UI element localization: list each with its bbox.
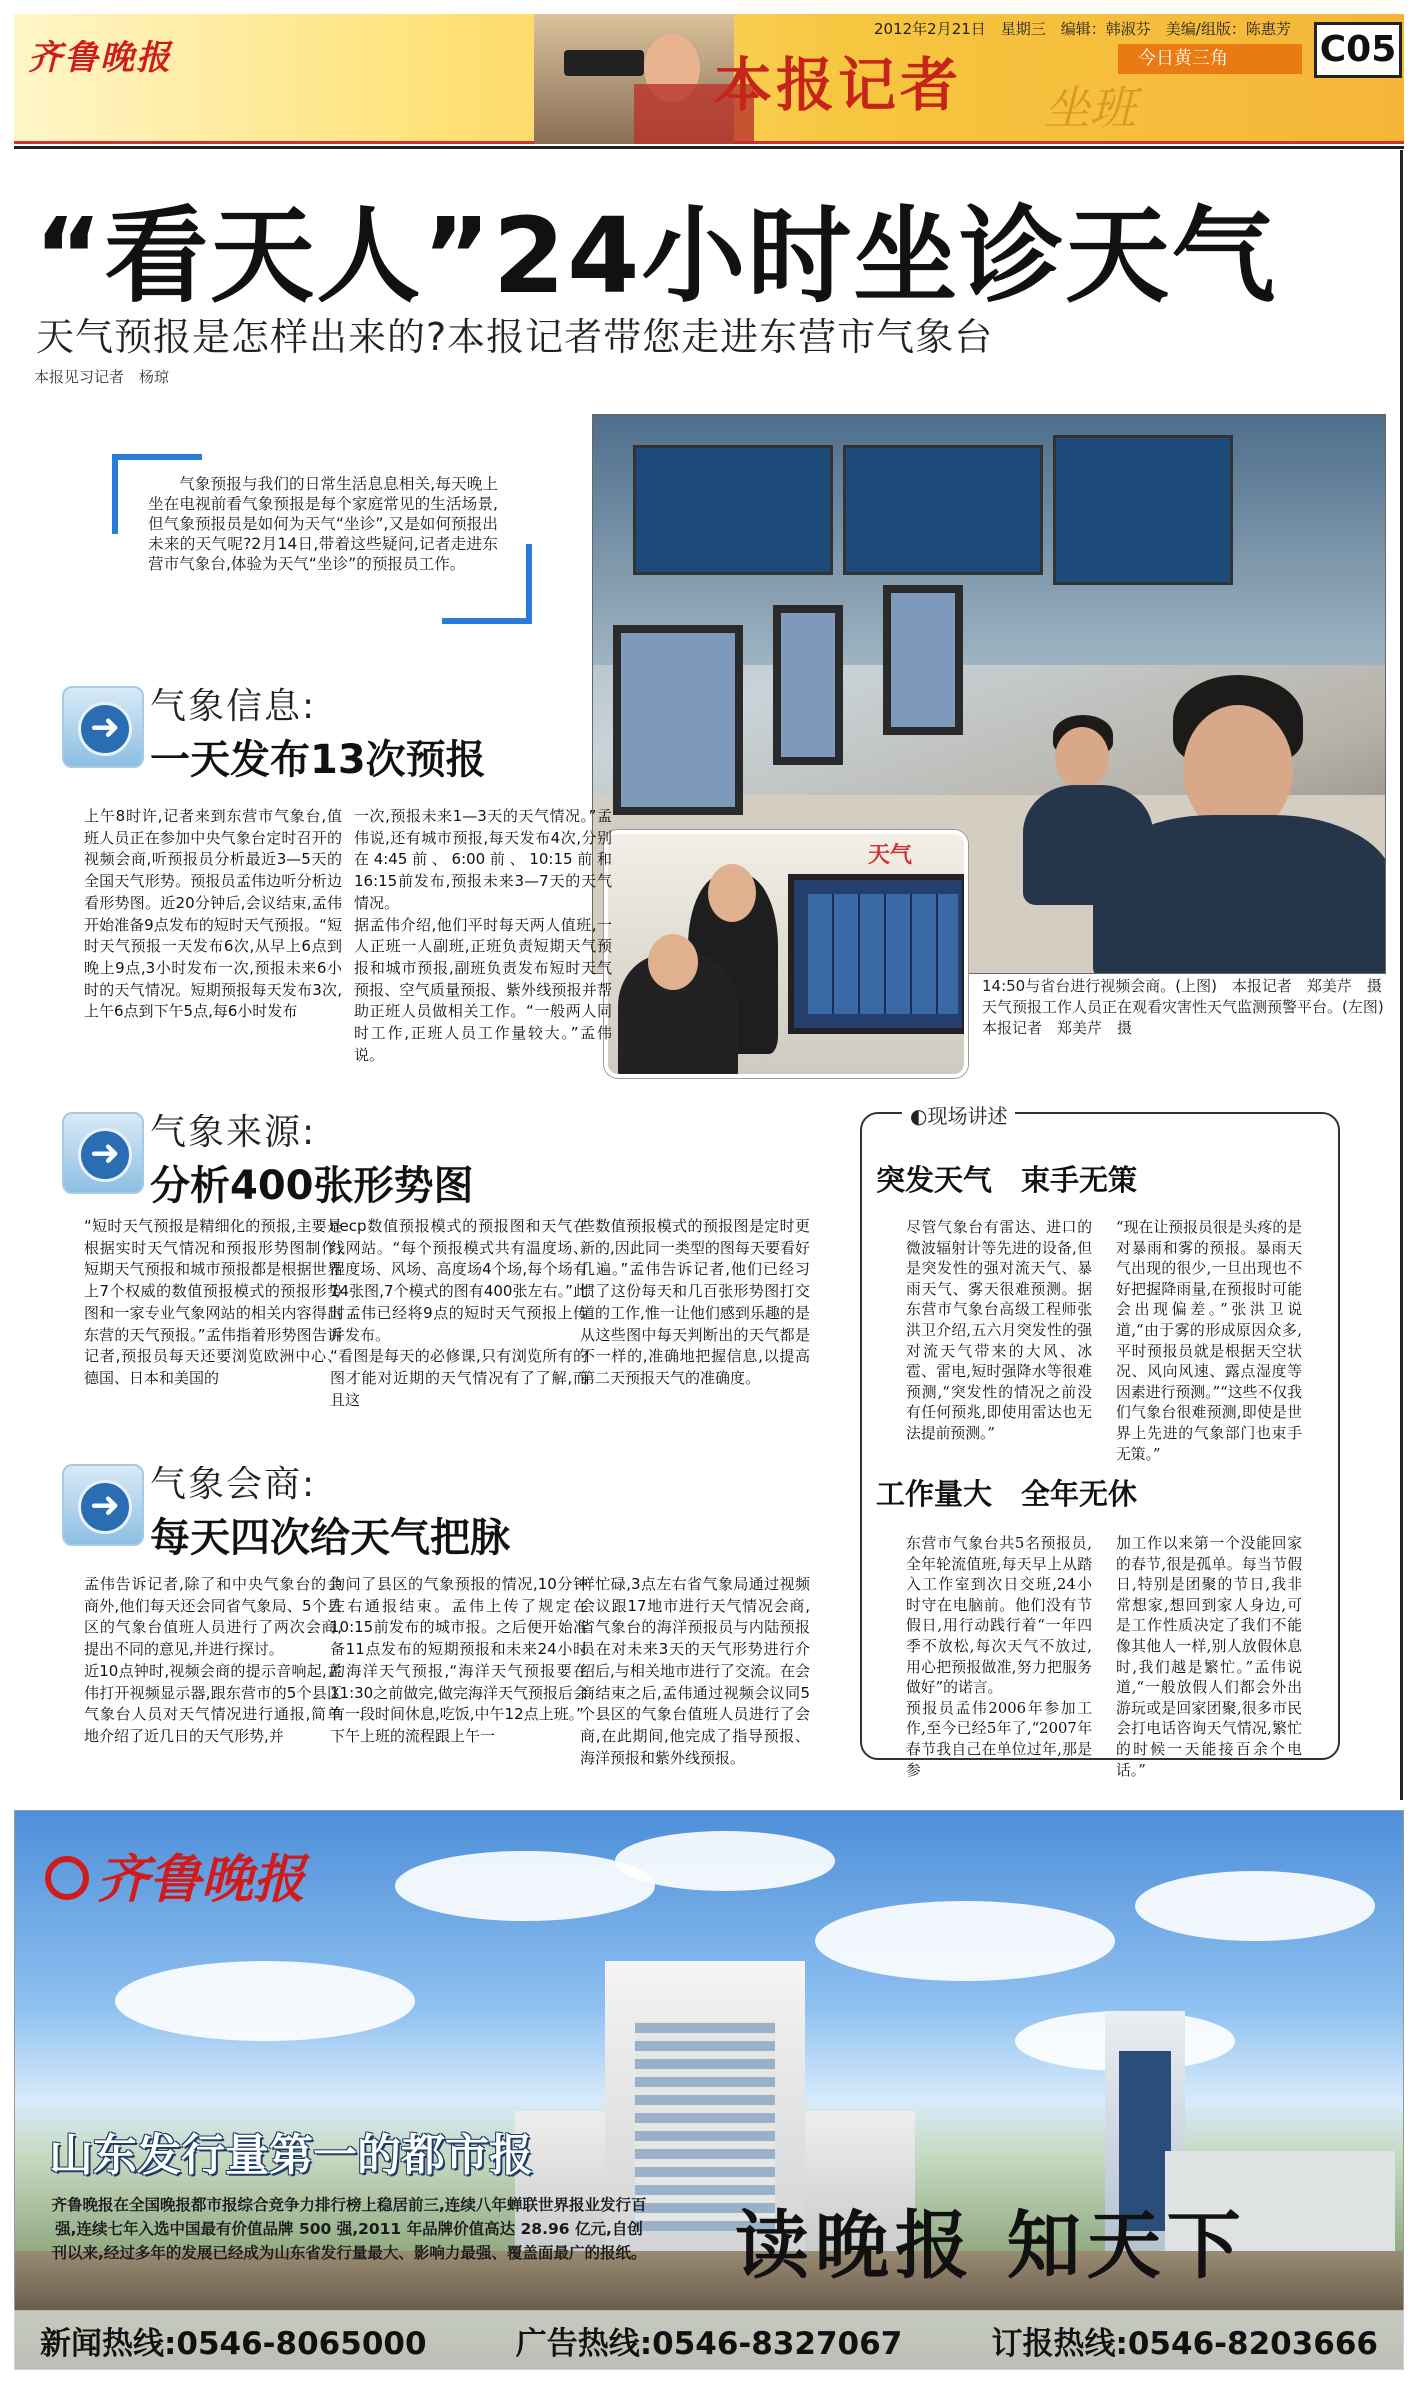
subheadline: 天气预报是怎样出来的?本报记者带您走进东营市气象台: [36, 315, 994, 359]
section-kicker: 气象会商:: [150, 1464, 317, 1505]
subscribe-hotline: 订报热线:0546-8203666: [991, 2325, 1378, 2362]
sidebar-box: [860, 1104, 1340, 1779]
section-3-column-2: 询问了县区的气象预报的情况,10分钟左右通报结束。孟伟上传了规定在10:15前发布的城市报。之后便开始准备11点发布的短期预报和未来24小时的海洋天气预报,“海洋天气预报要在11:30之前做完,做完海洋天气预报后会有一段时间休息,吃饭,中午12点上班。” 下午上班的流程跟上午一: [330, 1575, 588, 1745]
byline: 本报见习记者 杨琼: [34, 368, 170, 386]
ad-logo-text: 齐鲁晚报: [97, 1849, 306, 1910]
paper-logo: 齐鲁晚报: [28, 38, 172, 78]
sun-logo-icon: [45, 1856, 89, 1900]
section-3-column-3: 样忙碌,3点左右省气象局通过视频会议跟17地市进行天气情况会商,省气象台的海洋预报员与内陆预报员在对未来3天的天气形势进行介绍后,与相关地市进行了交流。在会商结束之后,孟伟通过视频会议同5个县区的气象台值班人员进行了会商,在此期间,他完成了指导预报、海洋预报和紫外线预报。: [580, 1575, 810, 1767]
ad-slogan: 山东发行量第一的都市报: [49, 2130, 533, 2181]
issue-info: 2012年2月21日 星期三 编辑：韩淑芬 美编/组版：陈惠芳: [874, 20, 1291, 38]
arrow-right-icon: ➜: [62, 1112, 144, 1194]
photo-caption: 14:50与省台进行视频会商。(上图) 本报记者 郑美芹 摄 天气预报工作人员正在观看灾害性天气监测预警平台。(左图) 本报记者 郑美芹 摄: [982, 977, 1384, 1037]
section-kicker: 气象来源:: [150, 1112, 317, 1153]
ad-text: 齐鲁晚报在全国晚报都市报综合竞争力排行榜上稳居前三,连续八年蝉联世界报业发行百强,连续七年入选中国最有价值品牌 500 强,2011 年品牌价值高达 28.96 亿元,自创刊以来,经过多年的发展已经成为山东省发行量最大、影响力最强、覆盖面最广的报纸。: [51, 2196, 647, 2262]
sidebar-heading-2: 工作量大 全年无休: [876, 1477, 1138, 1511]
masthead: [14, 14, 1404, 144]
section-tag: 今日黄三角: [1118, 44, 1302, 74]
section-3-column-1: 孟伟告诉记者,除了和中央气象台的会商外,他们每天还会同省气象局、5个县区的气象台值班人员进行了两次会商,提出不同的意见,并进行探讨。 近10点钟时,视频会商的提示音响起,孟伟打开视频显示器,跟东营市的5个县区气象台人员对天气情况进行通报,简单地介绍了近几日的天气形势,并: [84, 1575, 342, 1745]
section-title: 每天四次给天气把脉: [150, 1515, 510, 1561]
ad-motto: 读晚报 知天下: [735, 2203, 1247, 2289]
ad-hotline: 广告热线:0546-8327067: [515, 2325, 903, 2362]
ad-logo: [45, 1837, 305, 1912]
hotline-bar: [14, 2310, 1404, 2370]
section-2-column-3: 些数值预报模式的预报图是定时更新的,因此同一类型的图每天要看好几遍。”孟伟告诉记者,他们已经习惯了这份每天和几百张形势图打交道的工作,惟一让他们感到乐趣的是从这些图中每天判断出的天气都是不一样的,准确地把握信息,以提高第二天预报天气的准确度。: [580, 1217, 810, 1387]
inset-photo: [604, 830, 968, 1078]
right-rule: [1400, 150, 1403, 1800]
sidebar-heading-1: 突发天气 束手无策: [876, 1163, 1138, 1197]
column-title: 本报记者: [714, 51, 963, 119]
inset-sign-text: 天气: [868, 843, 913, 868]
section-1-column-1: 上午8时许,记者来到东营市气象台,值班人员正在参加中央气象台定时召开的视频会商,听预报员分析最近3—5天的全国天气形势。预报员孟伟边听分析边看形势图。近20分钟后,会议结束,孟伟开始准备9点发布的短时天气预报。“短时天气预报一天发布6次,从早上6点到晚上9点,3小时发布一次,预报未来6小时的天气情况。短期预报每天发布3次,上午6点到下午5点,每6小时发布: [84, 807, 342, 1021]
section-kicker: 气象信息:: [150, 686, 317, 727]
column-subtitle: 坐班: [1044, 81, 1136, 135]
arrow-right-icon: ➜: [62, 1464, 144, 1546]
page-code: C05: [1314, 22, 1402, 78]
section-title: 一天发布13次预报: [150, 737, 486, 783]
advertisement: [14, 1810, 1404, 2370]
sidebar-1-column-1: 尽管气象台有雷达、进口的微波辐射计等先进的设备,但是突发性的强对流天气、暴雨天气、雾天很难预测。据东营市气象台高级工程师张洪卫介绍,五六月突发性的强对流天气带来的大风、冰雹、雷电,短时强降水等很难预测,“突发性的情况之前没有任何预兆,即使用雷达也无法提前预测。”: [906, 1219, 1092, 1442]
sidebar-1-column-2: “现在让预报员很是头疼的是对暴雨和雾的预报。暴雨天气出现的很少,一旦出现也不好把握降雨量,在预报时可能会出现偏差。”张洪卫说道,“由于雾的形成原因众多,平时预报员就是根据天空状况、风向风速、露点湿度等因素进行预测。”“这些不仅我们气象台很难预测,即使是世界上先进的气象部门也束手无策。”: [1116, 1219, 1302, 1463]
intro-text: 气象预报与我们的日常生活息息相关,每天晚上坐在电视前看气象预报是每个家庭常见的生活场景,但气象预报员是如何为天气“坐诊”,又是如何预报出未来的天气呢?2月14日,带着这些疑问,记者走进东营市气象台,体验为天气“坐诊”的预报员工作。: [148, 475, 498, 573]
sidebar-2-column-2: 加工作以来第一个没能回家的春节,很是孤单。每当节假日,特别是团聚的节日,我非常想家,想回到家人身边,可是工作性质决定了我们不能像其他人一样,别人放假休息时,我们越是繁忙。”孟伟说道,“一般放假人们都会外出游玩或是回家团聚,很多市民会打电话咨询天气情况,繁忙的时候一天能接百余个电话。”: [1116, 1535, 1302, 1779]
sidebar-tag-label: 现场讲述: [927, 1104, 1008, 1128]
section-2-column-2: necp数值预报模式的预报图和天气在线网站。“每个预报模式共有温度场、湿度场、风场、高度场4个场,每个场有14张图,7个模式的图有400张左右。”此时孟伟已经将9点的短时天气预报上传并发布。 “看图是每天的必修课,只有浏览所有的图才能对近期的天气情况有了了解,而且这: [330, 1217, 588, 1409]
sidebar-tag: ◐现场讲述: [902, 1100, 1015, 1129]
section-1-column-2: 一次,预报未来1—3天的天气情况。”孟伟说,还有城市预报,每天发布4次,分别在4:45前、6:00前、10:15前和16:15前发布,预报未来3—7天的天气情况。 据孟伟介绍,他们平时每天两人值班,一人正班一人副班,正班负责短期天气预报和城市预报,副班负责发布短时天气预报、空气质量预报、紫外线预报并帮助正班人员做相关工作。“一般两人同时工作,正班人员工作量较大。”孟伟说。: [354, 807, 612, 1064]
headline: “看天人”24小时坐诊天气: [34, 195, 1278, 317]
section-2-column-1: “短时天气预报是精细化的预报,主要是根据实时天气情况和预报形势图制作;短期天气预报和城市预报都是根据世界上7个权威的数值预报模式的预报形势图和一家专业气象网站的相关内容得出东营的天气预报。”孟伟指着形势图告诉记者,预报员每天还要浏览欧洲中心、德国、日本和美国的: [84, 1217, 342, 1387]
news-hotline: 新闻热线:0546-8065000: [40, 2325, 427, 2362]
intro-box: [112, 454, 532, 624]
arrow-right-icon: ➜: [62, 686, 144, 768]
section-title: 分析400张形势图: [150, 1163, 474, 1209]
header-divider: [14, 146, 1404, 149]
sidebar-2-column-1: 东营市气象台共5名预报员,全年轮流值班,每天早上从踏入工作室到次日交班,24小时守在电脑前。他们没有节假日,用行动践行着“一年四季不放松,每次天气不放过,用心把预报做准,努力把服务做好”的诺言。 预报员孟伟2006年参加工作,至今已经5年了,“2007年春节我自己在单位过年,那是参: [906, 1535, 1092, 1779]
